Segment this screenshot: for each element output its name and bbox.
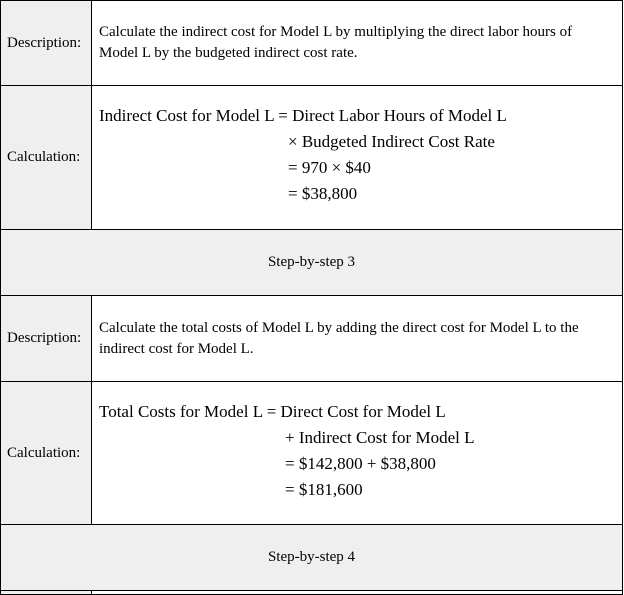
calculation-cell-1 <box>92 86 623 230</box>
formula-2-line-4: = $181,600 <box>285 480 363 499</box>
formula-2-line-2: + Indirect Cost for Model L <box>285 428 475 447</box>
step-title-3: Step-by-step 3 <box>1 230 623 296</box>
formula-2-line-1: Total Costs for Model L = Direct Cost for Model L <box>99 402 446 421</box>
description-label-1: Description: <box>1 1 92 86</box>
description-row-1 <box>1 1 623 86</box>
formula-1-line-2: × Budgeted Indirect Cost Rate <box>288 132 495 151</box>
description-row-2 <box>1 296 623 382</box>
step-header-row-4 <box>1 525 623 591</box>
step-title-4: Step-by-step 4 <box>1 525 623 591</box>
formula-2-line-3: = $142,800 + $38,800 <box>285 454 436 473</box>
calculation-label-1: Calculation: <box>1 86 92 230</box>
calculation-label-2: Calculation: <box>1 382 92 525</box>
description-text-2: Calculate the total costs of Model L by adding the direct cost for Model L to the indirect cost for Model L. <box>92 296 623 382</box>
description-text-1: Calculate the indirect cost for Model L by multiplying the direct labor hours of Model L by the budgeted indirect cost rate. <box>92 1 623 86</box>
calculation-cell-2 <box>92 382 623 525</box>
calculation-row-2 <box>1 382 623 525</box>
calculation-row-1 <box>1 86 623 230</box>
description-label-2: Description: <box>1 296 92 382</box>
formula-1-line-4: = $38,800 <box>288 184 358 203</box>
step-header-row-3 <box>1 230 623 296</box>
formula-1-line-3: = 970 × $40 <box>288 158 371 177</box>
formula-1-line-1: Indirect Cost for Model L = Direct Labor Hours of Model L <box>99 106 507 125</box>
